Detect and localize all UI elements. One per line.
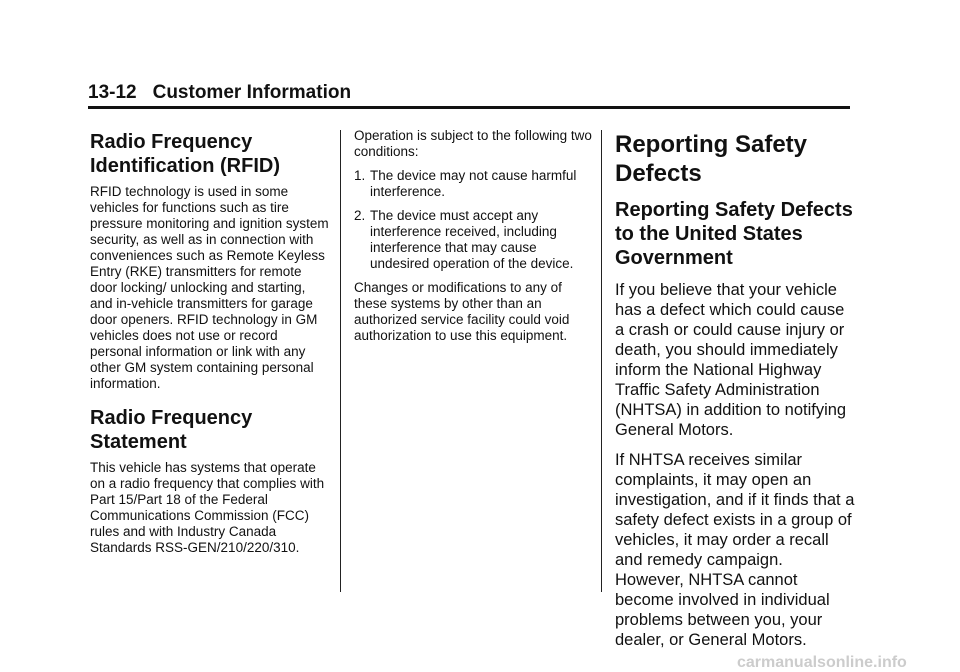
list-number: 2.: [354, 208, 366, 223]
conditions-intro: Operation is subject to the following two conditions:: [354, 128, 592, 159]
rfid-paragraph: RFID technology is used in some vehicles for functions such as tire pressure monitoring and ignition system security, as well as in connection with conveniences such as Remote Keyless Entry (RKE) transmitters for remote door locking/ unlocking and starting, and in-vehicle transmitters for garage door openers. RFID technology in GM vehicles does not use or record personal information or link with any other GM system containing personal information.: [90, 184, 329, 391]
list-text: The device must accept any interference received, including interference that may cause undesired operation of the device.: [370, 208, 574, 271]
conditions-list: [354, 168, 594, 272]
site-watermark: carmanualsonline.info: [737, 654, 907, 671]
defect-paragraph: If you believe that your vehicle has a defect which could cause a crash or could cause injury or death, you should immediately inform the National Highway Traffic Safety Administration (NHTSA) in addition to notifying General Motors.: [615, 281, 847, 439]
column-middle: [354, 128, 594, 352]
rf-statement-paragraph: This vehicle has systems that operate on a radio frequency that complies with Part 15/Part 18 of the Federal Communications Commission (FCC) rules and with Industry Canada Standards RSS-GEN/210/220/310.: [90, 460, 325, 555]
nhtsa-paragraph: If NHTSA receives similar complaints, it may open an investigation, and if it finds that a safety defect exists in a group of vehicles, it may order a recall and remedy campaign. However, NHTSA cannot become involved in individual problems between you, your dealer, or General Motors.: [615, 451, 855, 649]
list-item: [354, 168, 594, 200]
modifications-paragraph: Changes or modifications to any of these systems by other than an authorized service facility could void authorization to use this equipment.: [354, 280, 570, 343]
rf-statement-heading: Radio Frequency Statement: [90, 407, 253, 453]
column-left: [90, 130, 330, 564]
us-government-heading: Reporting Safety Defects to the United States Government: [615, 199, 853, 269]
column-right: [615, 130, 855, 660]
section-title: Customer Information: [152, 82, 352, 103]
column-divider: [601, 130, 602, 592]
safety-defects-heading: Reporting Safety Defects: [615, 131, 808, 187]
list-text: The device may not cause harmful interference.: [370, 168, 577, 199]
column-divider: [340, 130, 341, 592]
page-header: [88, 82, 850, 109]
rfid-heading: Radio Frequency Identification (RFID): [90, 131, 280, 177]
list-item: [354, 208, 594, 272]
list-number: 1.: [354, 168, 366, 183]
page-number: 13-12: [88, 82, 137, 103]
